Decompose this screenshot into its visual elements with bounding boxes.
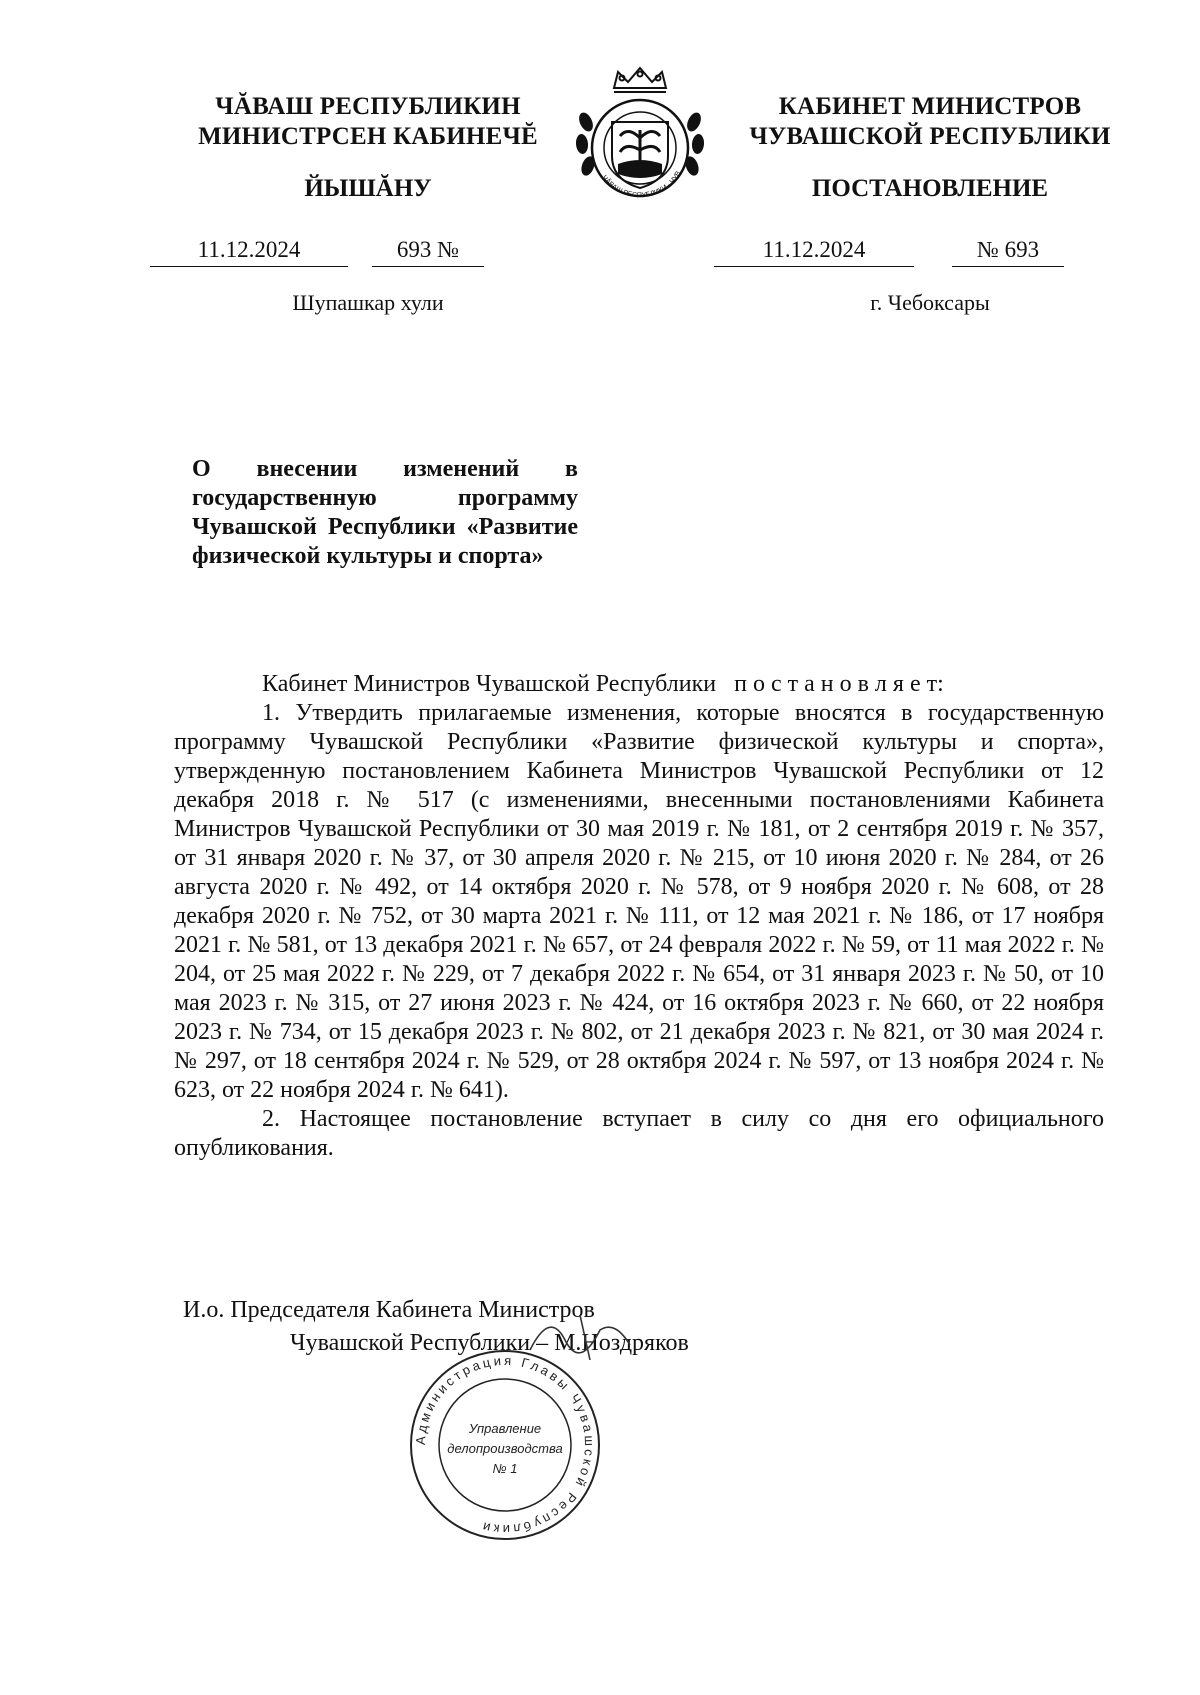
header-right-line2: ЧУВАШСКОЙ РЕСПУБЛИКИ	[749, 123, 1111, 150]
header-right-date: 11.12.2024	[714, 236, 914, 267]
document-body	[174, 670, 1104, 1163]
stamp-seal-icon	[405, 1345, 605, 1545]
signature-name: М.Ноздряков	[554, 1330, 689, 1356]
signature-line1: И.о. Председателя Кабинета Министров	[183, 1297, 595, 1323]
item-1: 1. Утвердить прилагаемые изменения, которые вносятся в государственную программу Чувашской Республики «Развитие физической культуры и спорта», утвержденную постановлением Кабинета Министров Чувашской Республики от 12 декабря 2018 г. № 517 (с изменениями, внесенными постановлениями Кабинета Министров Чувашской Республики от 30 мая 2019 г. № 181, от 2 сентября 2019 г. № 357, от 31 января 2020 г. № 37, от 30 апреля 2020 г. № 215, от 10 июня 2020 г. № 284, от 26 августа 2020 г. № 492, от 14 октября 2020 г. № 578, от 9 ноября 2020 г. № 608, от 28 декабря 2020 г. № 752, от 30 марта 2021 г. № 111, от 12 мая 2021 г. № 186, от 17 ноября 2021 г. № 581, от 13 декабря 2021 г. № 657, от 24 февраля 2022 г. № 59, от 11 мая 2022 г. № 204, от 25 мая 2022 г. № 229, от 7 декабря 2022 г. № 654, от 31 января 2023 г. № 50, от 10 мая 2023 г. № 315, от 27 июня 2023 г. № 424, от 16 октября 2023 г. № 660, от 22 ноября 2023 г. № 734, от 15 декабря 2023 г. № 802, от 21 декабря 2023 г. № 821, от 30 мая 2024 г. № 297, от 18 сентября 2024 г. № 529, от 28 октября 2024 г. № 597, от 13 ноября 2024 г. № 623, от 22 ноября 2024 г. № 641).	[174, 700, 1104, 1103]
header-left-line2: МИНИСТРСЕН КАБИНЕЧĔ	[198, 123, 538, 150]
header-left-doc-type: ЙЫШĂНУ	[304, 175, 432, 202]
header-right-city: г. Чебоксары	[870, 290, 990, 315]
header-right-number: № 693	[952, 236, 1064, 267]
header-left-city: Шупашкар хули	[292, 290, 444, 315]
emblem-ring-text: ЧĂВАШ РЕСПУБЛИКИ · ЧУВ	[600, 170, 683, 200]
stamp-center-line3: № 1	[492, 1461, 518, 1476]
stamp-center-line1: Управление	[468, 1421, 542, 1436]
preamble	[174, 670, 1104, 699]
document-title: О внесении изменений в государственную программу Чувашской Республики «Развитие физической культуры и спорта»	[192, 456, 578, 569]
header-right-org	[720, 92, 1140, 152]
header-left-date: 11.12.2024	[150, 236, 348, 267]
preamble-verb: п о с т а н о в л я е т:	[734, 671, 944, 697]
preamble-start: Кабинет Министров Чувашской Республики	[262, 671, 717, 697]
stamp-center-line2: делопроизводства	[447, 1441, 563, 1456]
stamp-ring-text: Администрация Главы Чувашской Республики	[412, 1352, 598, 1538]
signature-dash: –	[536, 1330, 549, 1356]
header-left-number: 693 №	[372, 236, 484, 267]
header-left-org	[168, 92, 568, 152]
header-left-line1: ЧĂВАШ РЕСПУБЛИКИН	[215, 93, 521, 120]
header-right-doc-type: ПОСТАНОВЛЕНИЕ	[811, 175, 1049, 202]
signature-position-region: Чувашской Республики	[290, 1330, 531, 1356]
official-stamp	[405, 1345, 605, 1545]
item-2: 2. Настоящее постановление вступает в силу со дня его официального опубликования.	[174, 1106, 1104, 1161]
chuvash-coat-of-arms-icon	[570, 64, 710, 208]
header-right-line1: КАБИНЕТ МИНИСТРОВ	[778, 93, 1082, 120]
emblem	[570, 64, 710, 208]
